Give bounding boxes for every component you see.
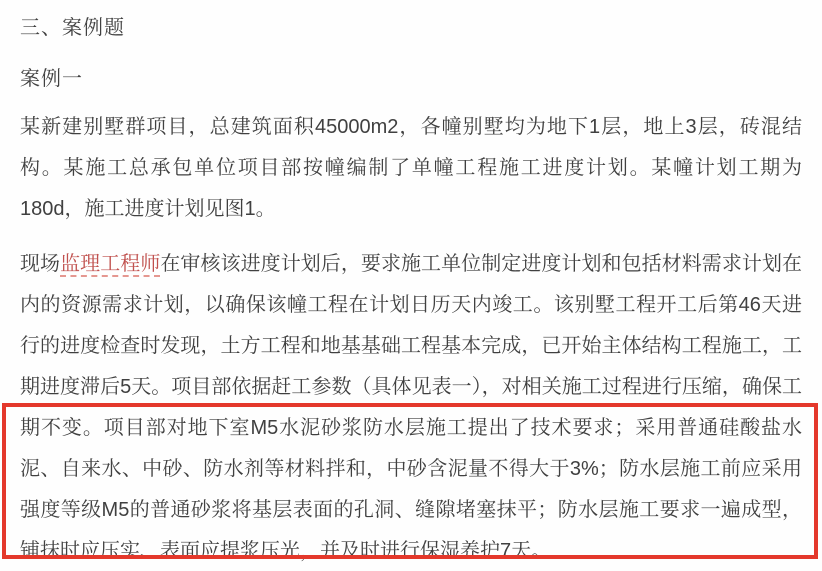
paragraph-supervision: [20, 244, 802, 571]
paragraph-supervision-body: 在审核该进度计划后，要求施工单位制定进度计划和包括材料需求计划在内的资源需求计划，以确保该幢工程在计划日历天内竣工。该别墅工程开工后第46天进行的进度检查时发现，土方工程和地基基础工程基本完成，已开始主体结构工程施工，工期进度滞后5天。项目部依据赶工参数（具体见表一），对相关施工过程进行压缩，确保工期不变。项目部对地下室M5水泥砂浆防水层施工提出了技术要求；采用普通硅酸盐水泥、自来水、中砂、防水剂等材料拌和，中砂含泥量不得大于3%；防水层施工前应采用强度等级M5的普通砂浆将基层表面的孔洞、缝隙堵塞抹平；防水层施工要求一遍成型，铺抹时应压实、表面应提浆压光，并及时进行保湿养护7天。: [20, 253, 803, 562]
case-title: 案例一: [20, 68, 83, 90]
supervising-engineer-link[interactable]: 监理工程师: [60, 253, 161, 275]
paragraph-supervision-prefix: 现场: [20, 253, 61, 275]
section-heading: 三、案例题: [20, 17, 125, 39]
paragraph-project-overview: 某新建别墅群项目，总建筑面积45000m2，各幢别墅均为地下1层，地上3层，砖混结构。某施工总承包单位项目部按幢编制了单幢工程施工进度计划。某幢计划工期为180d，施工进度计划见图1。: [20, 116, 802, 220]
